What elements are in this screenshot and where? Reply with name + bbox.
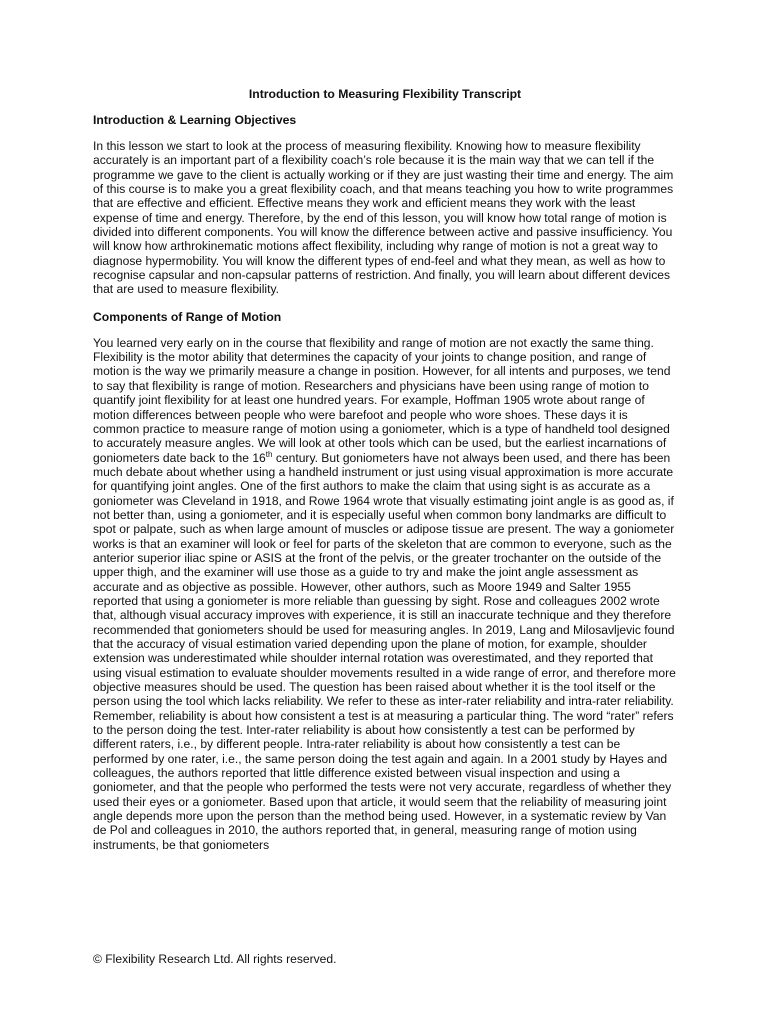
document-page xyxy=(93,86,677,864)
components-paragraph xyxy=(93,336,677,852)
copyright-footer: © Flexibility Research Ltd. All rights reserved. xyxy=(93,952,337,966)
components-text-part2: century. But goniometers have not always been used, and there has been much debate about whether using a handheld instrument or just using visual approximation is more accurate for quantifying joint angles. One of the first authors to make the claim that using sight is as accurate as a goniometer was Cleveland in 1918, and Rowe 1964 wrote that visually estimating joint angle is as good as, if not better than, using a goniometer, and it is especially useful when common bony landmarks are difficult to spot or palpate, such as when large amount of muscles or adipose tissue are present. The way a goniometer works is that an examiner will look or feel for parts of the skeleton that are common to everyone, such as the anterior superior iliac spine or ASIS at the front of the pelvis, or the greater trochanter on the outside of the upper thigh, and the examiner will use those as a guide to try and make the joint angle assessment as accurate and as objective as possible. However, other authors, such as Moore 1949 and Salter 1955 reported that using a goniometer is more reliable than guessing by sight. Rose and colleagues 2002 wrote that, although visual accuracy improves with experience, it is still an inaccurate technique and they therefore recommended that goniometers should be used for measuring angles. In 2019, Lang and Milosavljevic found that the accuracy of visual estimation varied depending upon the plane of motion, for example, shoulder extension was underestimated while shoulder internal rotation was overestimated, and they reported that using visual estimation to evaluate shoulder movements resulted in a wide range of error, and therefore more objective measures should be used. The question has been raised about whether it is the tool itself or the person using the tool which lacks reliability. We refer to these as inter-rater reliability and intra-rater reliability. Remember, reliability is about how consistent a test is at measuring a particular thing. The word “rater” refers to the person doing the test. Inter-rater reliability is about how consistently a test can be performed by different raters, i.e., by different people. Intra-rater reliability is about how consistently a test can be performed by one rater, i.e., the same person doing the test again and again. In a 2001 study by Hayes and colleagues, the authors reported that little difference existed between visual inspection and using a goniometer, and that the people who performed the tests were not very accurate, regardless of whether they used their eyes or a goniometer. Based upon that article, it would seem that the reliability of measuring joint angle depends more upon the person than the method being used. However, in a systematic review by Van de Pol and colleagues in 2010, the authors reported that, in general, measuring range of motion using instruments, be that goniometers xyxy=(93,450,676,852)
section-heading-introduction: Introduction & Learning Objectives xyxy=(93,113,297,127)
section-heading-components: Components of Range of Motion xyxy=(93,309,282,324)
document-title: Introduction to Measuring Flexibility Transcript xyxy=(248,87,522,101)
introduction-paragraph: In this lesson we start to look at the process of measuring flexibility. Knowing how to measure flexibility accurately is an important part of a flexibility coach’s role because it is the main way that we can tell if the programme we gave to the client is actually working or if they are just wasting their time and energy. The aim of this course is to make you a great flexibility coach, and that means teaching you how to write programmes that are effective and efficient. Effective means they work and efficient means they work with the least expense of time and energy. Therefore, by the end of this lesson, you will know how total range of motion is divided into different components. You will know the difference between active and passive insufficiency. You will know how arthrokinematic motions affect flexibility, including why range of motion is not a great way to diagnose hypermobility. You will know the different types of end-feel and what they mean, as well as how to recognise capsular and non-capsular patterns of restriction. And finally, you will learn about different devices that are used to measure flexibility. xyxy=(93,139,674,297)
ordinal-superscript: th xyxy=(265,449,273,459)
components-text-part1: You learned very early on in the course that flexibility and range of motion are not exactly the same thing. Flexibility is the motor ability that determines the capacity of your joints to change position, and range of motion is the way we primarily measure a change in position. However, for all intents and purposes, we tend to say that flexibility is range of motion. Researchers and physicians have been using range of motion to quantify joint flexibility for at least one hundred years. For example, Hoffman 1905 wrote about range of motion differences between people who were barefoot and people who wore shoes. These days it is common practice to measure range of motion using a goniometer, which is a type of handheld tool designed to accurately measure angles. We will look at other tools which can be used, but the earliest incarnations of goniometers date back to the 16 xyxy=(93,335,671,465)
